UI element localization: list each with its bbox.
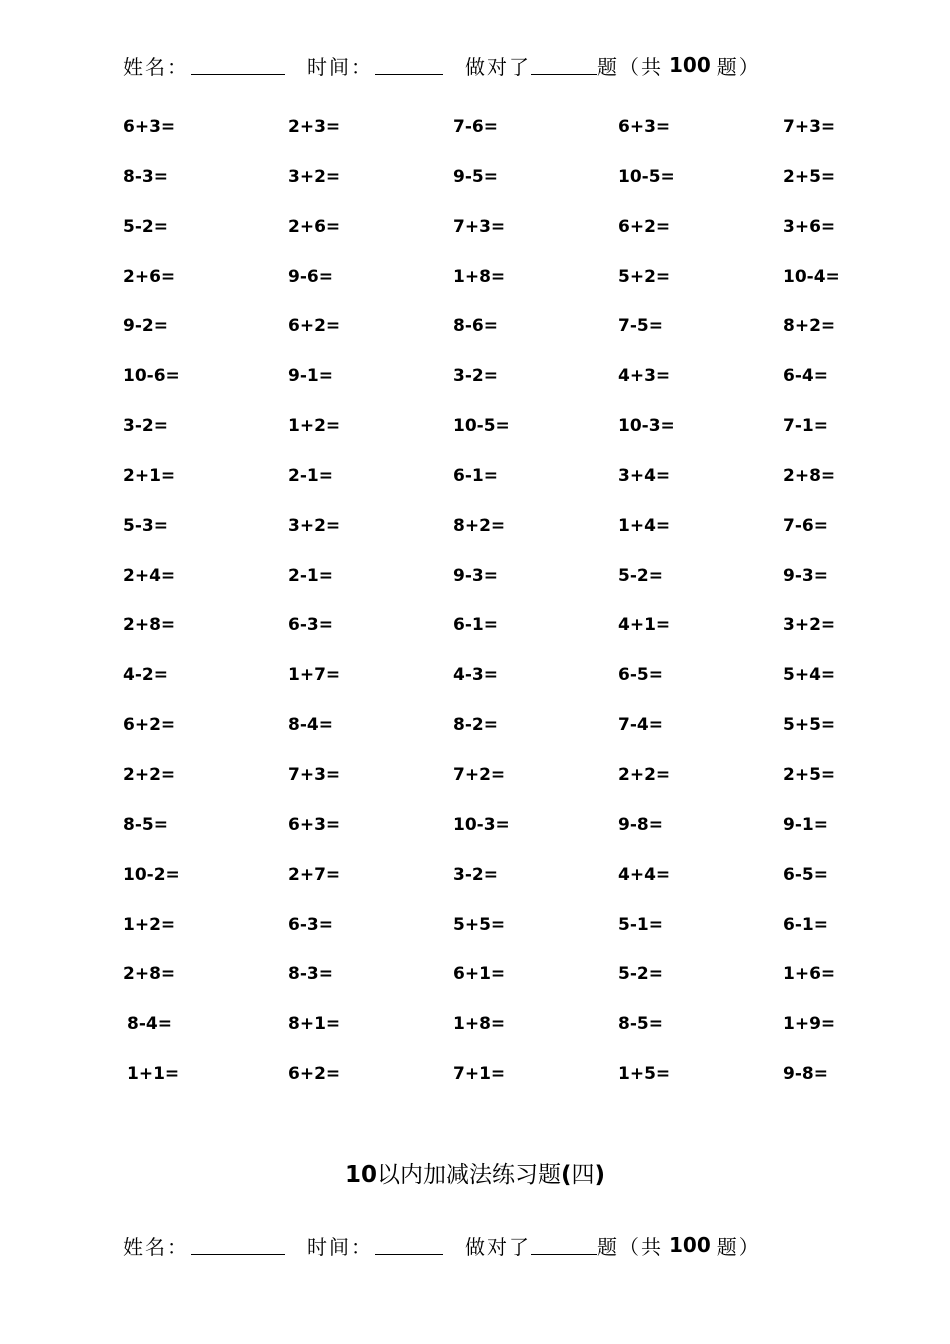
problem-item: 2+7= bbox=[288, 864, 341, 885]
problem-item: 6+3= bbox=[288, 814, 341, 835]
problem-item: 9-8= bbox=[783, 1064, 828, 1085]
problem-item: 1+5= bbox=[618, 1064, 671, 1085]
problem-item: 2+8= bbox=[123, 615, 176, 636]
correct-label: 做对了 bbox=[465, 1234, 531, 1259]
problem-item: 2+5= bbox=[783, 764, 836, 785]
problem-item: 6+2= bbox=[123, 715, 176, 736]
total-suffix: 题） bbox=[716, 54, 761, 79]
name-blank[interactable] bbox=[191, 56, 285, 75]
problem-item: 6+2= bbox=[288, 1064, 341, 1085]
problem-item: 10-3= bbox=[618, 416, 675, 437]
correct-label: 做对了 bbox=[465, 54, 531, 79]
title-prefix: 10 bbox=[344, 1162, 377, 1188]
problem-item: 3+6= bbox=[783, 216, 836, 237]
problem-item: 8-5= bbox=[123, 814, 168, 835]
problem-item: 1+8= bbox=[453, 266, 506, 287]
problem-item: 5+5= bbox=[783, 715, 836, 736]
problem-item: 4+1= bbox=[618, 615, 671, 636]
problem-item: 8-4= bbox=[127, 1014, 172, 1035]
header-line-bottom bbox=[123, 1230, 761, 1260]
title-main: 以内加减法练习题 bbox=[376, 1162, 561, 1188]
time-label: 时间： bbox=[307, 54, 373, 79]
problem-item: 9-3= bbox=[453, 565, 498, 586]
problem-item: 7-6= bbox=[783, 515, 828, 536]
problem-item: 9-1= bbox=[783, 814, 828, 835]
problem-item: 10-4= bbox=[783, 266, 840, 287]
problem-item: 9-3= bbox=[783, 565, 828, 586]
title-close-paren: ) bbox=[594, 1162, 606, 1188]
problem-item: 8-2= bbox=[453, 715, 498, 736]
problem-item: 8-5= bbox=[618, 1014, 663, 1035]
problem-item: 4-2= bbox=[123, 665, 168, 686]
problem-item: 8+2= bbox=[453, 515, 506, 536]
problem-item: 9-8= bbox=[618, 814, 663, 835]
problem-item: 5-2= bbox=[618, 565, 663, 586]
problem-item: 6+1= bbox=[453, 964, 506, 985]
problem-item: 9-5= bbox=[453, 166, 498, 187]
problem-item: 7+3= bbox=[288, 764, 341, 785]
problem-item: 9-2= bbox=[123, 316, 168, 337]
problem-item: 7-1= bbox=[783, 416, 828, 437]
problem-item: 3-2= bbox=[453, 366, 498, 387]
problem-item: 1+2= bbox=[123, 914, 176, 935]
name-label: 姓名： bbox=[123, 1234, 189, 1259]
problem-item: 2+8= bbox=[783, 465, 836, 486]
problem-item: 6-1= bbox=[783, 914, 828, 935]
problem-item: 2+3= bbox=[288, 117, 341, 137]
problem-item: 8-3= bbox=[288, 964, 333, 985]
problem-item: 2+2= bbox=[123, 764, 176, 785]
correct-count-blank[interactable] bbox=[531, 56, 597, 75]
problem-item: 2+6= bbox=[288, 216, 341, 237]
problem-item: 2+1= bbox=[123, 465, 176, 486]
problem-item: 7+1= bbox=[453, 1064, 506, 1085]
time-blank[interactable] bbox=[375, 56, 443, 75]
problem-item: 5-2= bbox=[618, 964, 663, 985]
problem-item: 4+4= bbox=[618, 864, 671, 885]
problem-item: 7+2= bbox=[453, 764, 506, 785]
problem-item: 6-3= bbox=[288, 615, 333, 636]
problem-item: 10-3= bbox=[453, 814, 510, 835]
problem-item: 7+3= bbox=[453, 216, 506, 237]
problem-item: 2+6= bbox=[123, 266, 176, 287]
problem-item: 5-1= bbox=[618, 914, 663, 935]
problem-item: 7-5= bbox=[618, 316, 663, 337]
problem-item: 6+3= bbox=[618, 117, 671, 137]
problem-item: 8-6= bbox=[453, 316, 498, 337]
problem-item: 7-4= bbox=[618, 715, 663, 736]
title-numeral: 四 bbox=[571, 1162, 595, 1188]
problem-item: 1+8= bbox=[453, 1014, 506, 1035]
problem-item: 5+2= bbox=[618, 266, 671, 287]
problem-item: 5-3= bbox=[123, 515, 168, 536]
problem-item: 2+8= bbox=[123, 964, 176, 985]
problem-item: 6-3= bbox=[288, 914, 333, 935]
problem-item: 8+1= bbox=[288, 1014, 341, 1035]
problem-item: 1+9= bbox=[783, 1014, 836, 1035]
problem-item: 5-2= bbox=[123, 216, 168, 237]
problem-item: 4-3= bbox=[453, 665, 498, 686]
total-prefix: 题（共 bbox=[597, 1234, 663, 1259]
problem-item: 7-6= bbox=[453, 117, 498, 137]
problem-item: 2+5= bbox=[783, 166, 836, 187]
total-prefix: 题（共 bbox=[597, 54, 663, 79]
problem-item: 6-1= bbox=[453, 465, 498, 486]
problem-item: 4+3= bbox=[618, 366, 671, 387]
problem-item: 3-2= bbox=[453, 864, 498, 885]
problem-item: 5+5= bbox=[453, 914, 506, 935]
total-count: 100 bbox=[669, 53, 711, 77]
problem-item: 10-5= bbox=[618, 166, 675, 187]
problem-item: 1+1= bbox=[127, 1064, 180, 1085]
problem-item: 10-5= bbox=[453, 416, 510, 437]
problem-item: 6-5= bbox=[783, 864, 828, 885]
problem-item: 9-1= bbox=[288, 366, 333, 387]
problem-item: 10-6= bbox=[123, 366, 180, 387]
problem-item: 3+2= bbox=[288, 515, 341, 536]
problem-item: 6+2= bbox=[288, 316, 341, 337]
problem-item: 3+2= bbox=[783, 615, 836, 636]
header-line-top bbox=[123, 50, 761, 80]
total-suffix: 题） bbox=[716, 1234, 761, 1259]
problem-item: 6-1= bbox=[453, 615, 498, 636]
problem-item: 2-1= bbox=[288, 465, 333, 486]
problem-item: 2-1= bbox=[288, 565, 333, 586]
section-title bbox=[0, 1156, 950, 1189]
problem-item: 1+6= bbox=[783, 964, 836, 985]
time-label: 时间： bbox=[307, 1234, 373, 1259]
title-open-paren: ( bbox=[560, 1162, 572, 1188]
name-blank[interactable] bbox=[191, 1236, 285, 1255]
problem-item: 3+4= bbox=[618, 465, 671, 486]
problem-item: 8-3= bbox=[123, 166, 168, 187]
problem-item: 10-2= bbox=[123, 864, 180, 885]
problem-item: 1+7= bbox=[288, 665, 341, 686]
problem-item: 2+4= bbox=[123, 565, 176, 586]
name-label: 姓名： bbox=[123, 54, 189, 79]
problem-item: 9-6= bbox=[288, 266, 333, 287]
problem-item: 6-5= bbox=[618, 665, 663, 686]
problem-item: 8+2= bbox=[783, 316, 836, 337]
total-count: 100 bbox=[669, 1233, 711, 1257]
correct-count-blank[interactable] bbox=[531, 1236, 597, 1255]
problem-item: 3-2= bbox=[123, 416, 168, 437]
problem-item: 7+3= bbox=[783, 117, 836, 137]
problem-item: 8-4= bbox=[288, 715, 333, 736]
problem-item: 1+2= bbox=[288, 416, 341, 437]
problem-item: 6+2= bbox=[618, 216, 671, 237]
problem-item: 2+2= bbox=[618, 764, 671, 785]
problem-item: 6-4= bbox=[783, 366, 828, 387]
problem-item: 1+4= bbox=[618, 515, 671, 536]
time-blank[interactable] bbox=[375, 1236, 443, 1255]
problem-item: 5+4= bbox=[783, 665, 836, 686]
problem-item: 6+3= bbox=[123, 117, 176, 137]
problem-item: 3+2= bbox=[288, 166, 341, 187]
problem-grid bbox=[123, 112, 883, 1109]
